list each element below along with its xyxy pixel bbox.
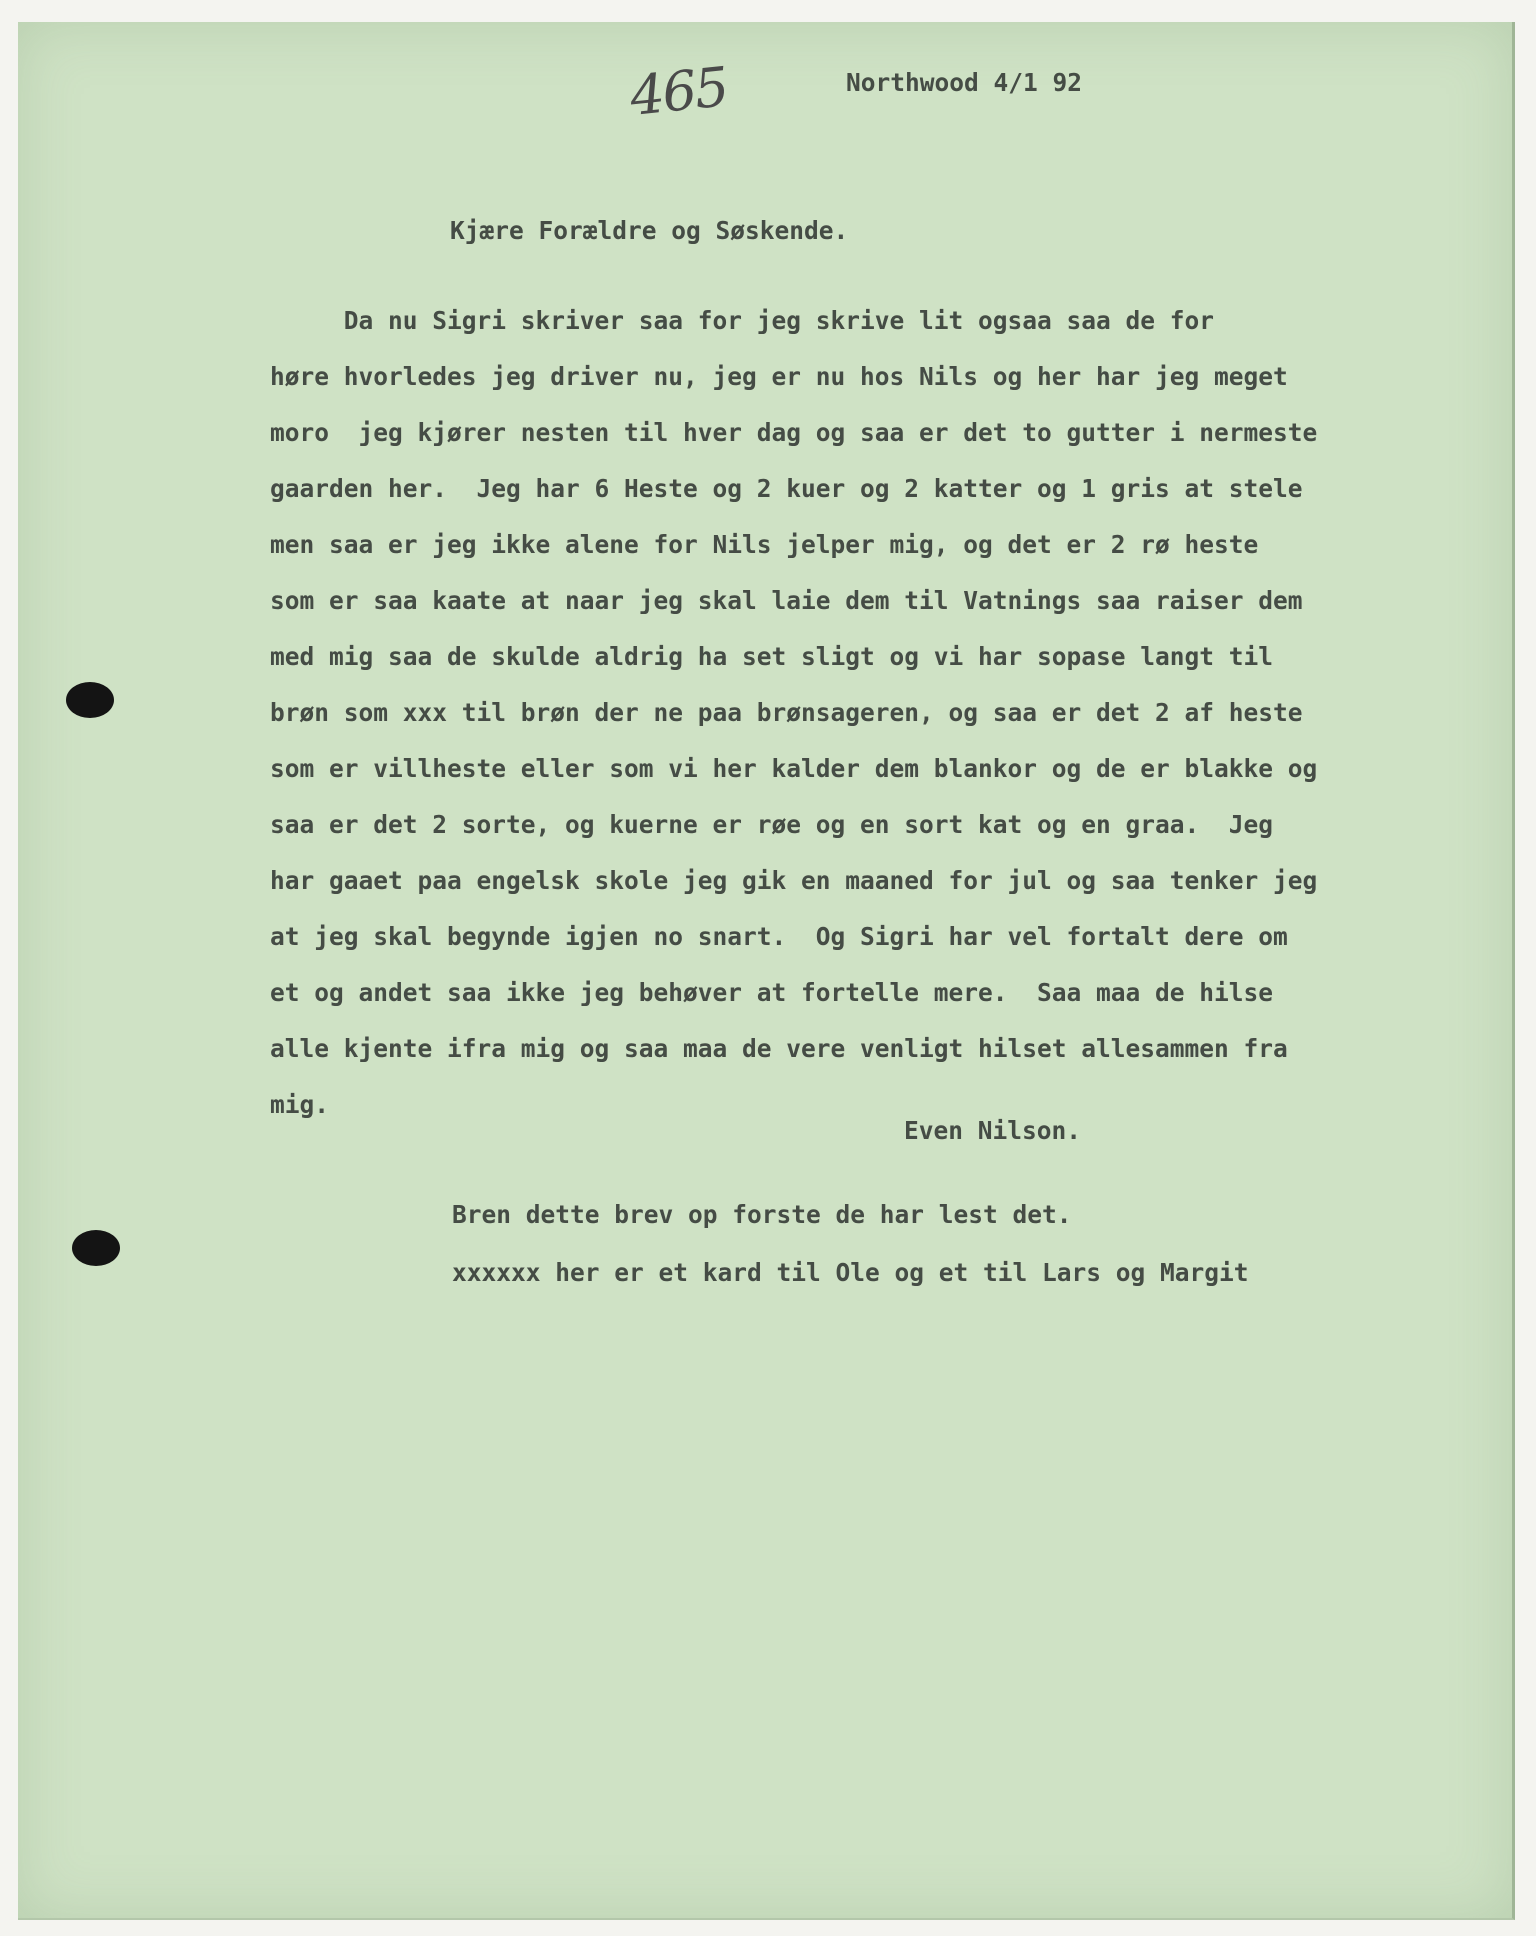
body-line: har gaaet paa engelsk skole jeg gik en maaned for jul og saa tenker jeg [270,866,1318,895]
letter-page [18,22,1515,1920]
body-line: moro jeg kjører nesten til hver dag og saa er det to gutter i nermeste [270,418,1318,447]
body-line: som er saa kaate at naar jeg skal laie dem til Vatnings saa raiser dem [270,586,1303,615]
body-line: et og andet saa ikke jeg behøver at fortelle mere. Saa maa de hilse [270,978,1274,1007]
body-line: med mig saa de skulde aldrig ha set sligt og vi har sopase langt til [270,642,1274,671]
body-line: saa er det 2 sorte, og kuerne er røe og en sort kat og en graa. Jeg [270,810,1274,839]
punch-hole [66,682,114,718]
body-line: at jeg skal begynde igjen no snart. Og Sigri har vel fortalt dere om [270,922,1288,951]
salutation: Kjære Forældre og Søskende. [450,216,849,245]
postscript-line: xxxxxx her er et kard til Ole og et til Lars og Margit [452,1258,1249,1287]
body-line: som er villheste eller som vi her kalder dem blankor og de er blakke og [270,754,1318,783]
body-line: Da nu Sigri skriver saa for jeg skrive lit ogsaa saa de for [270,306,1215,335]
body-line: gaarden her. Jeg har 6 Heste og 2 kuer og 2 katter og 1 gris at stele [270,474,1303,503]
postscript-line: Bren dette brev op forste de har lest det. [452,1200,1072,1229]
archive-number: 465 [626,55,731,128]
punch-hole [72,1230,120,1266]
body-line: mig. [270,1090,330,1119]
body-line: men saa er jeg ikke alene for Nils jelper mig, og det er 2 rø heste [270,530,1259,559]
signature: Even Nilson. [904,1116,1082,1145]
body-line: brøn som xxx til brøn der ne paa brønsageren, og saa er det 2 af heste [270,698,1303,727]
dateline: Northwood 4/1 92 [846,68,1083,97]
body-line: alle kjente ifra mig og saa maa de vere venligt hilset allesammen fra [270,1034,1288,1063]
body-line: høre hvorledes jeg driver nu, jeg er nu hos Nils og her har jeg meget [270,362,1288,391]
